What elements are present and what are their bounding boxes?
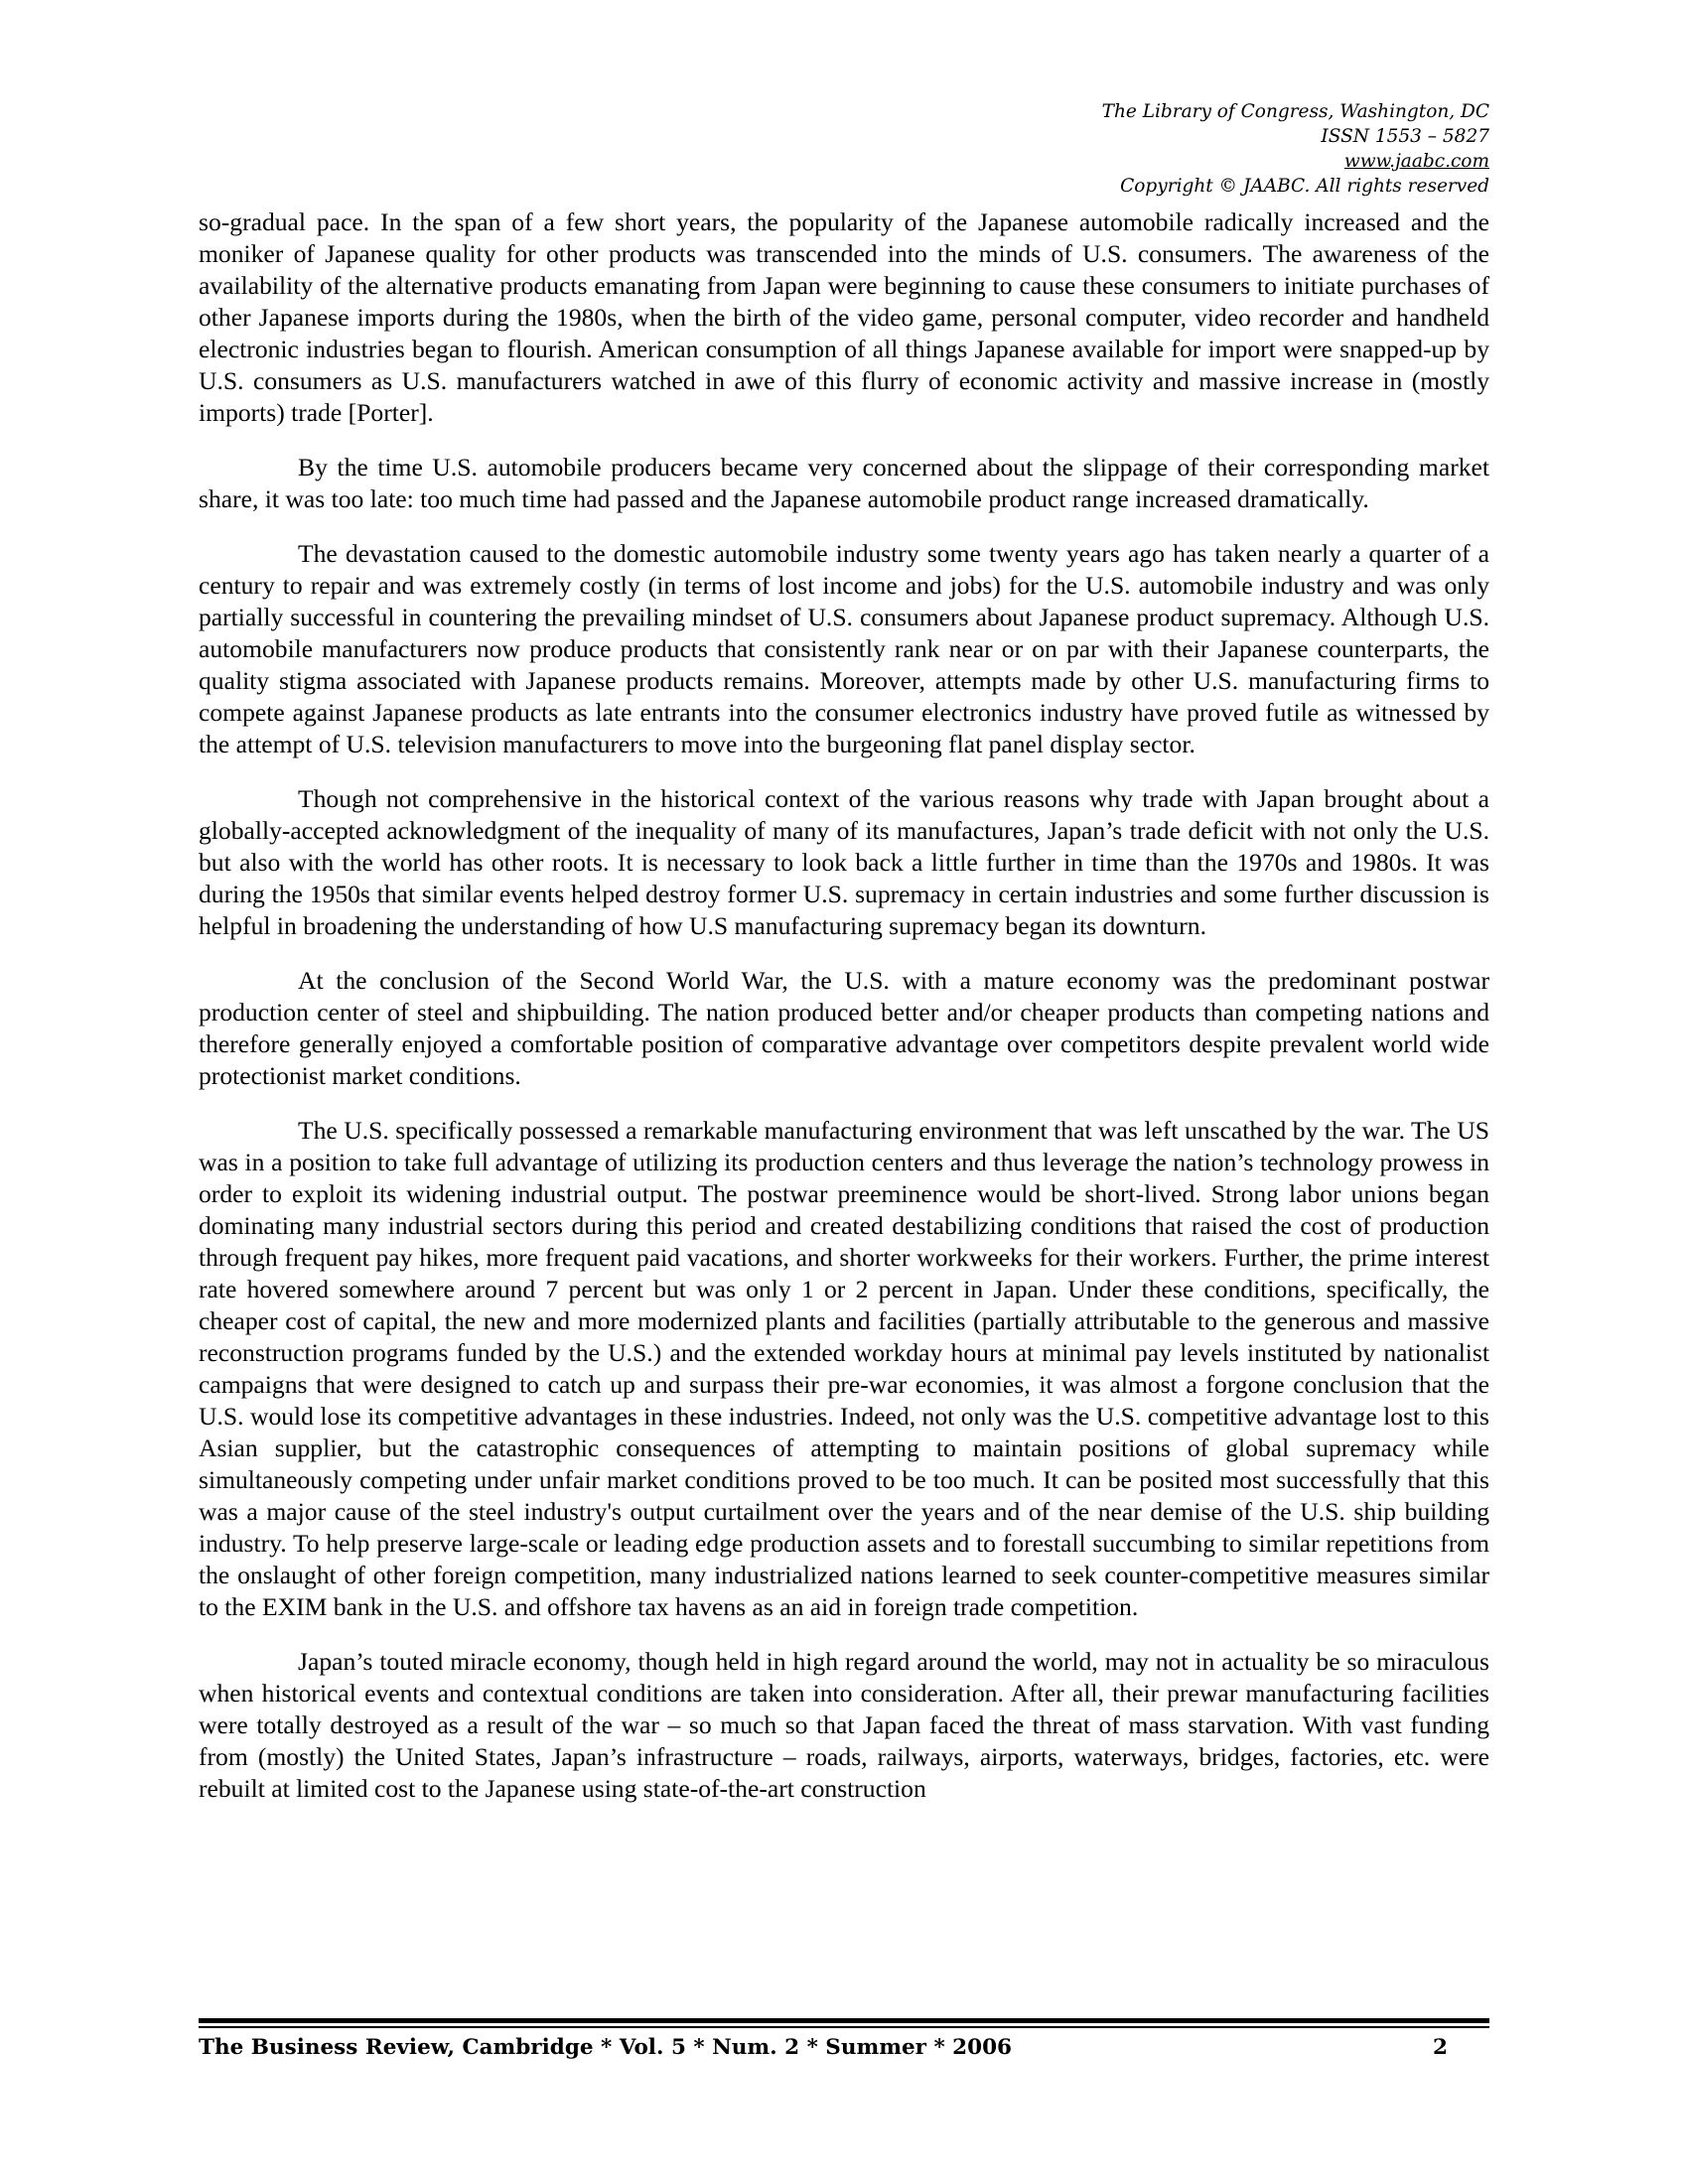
footer-page-number: 2 [1433, 2035, 1448, 2060]
footer-rule-thin [199, 2026, 1489, 2028]
header-library: The Library of Congress, Washington, DC [1101, 101, 1489, 122]
page-footer [199, 2035, 1489, 2065]
article-body [199, 206, 1489, 1828]
page-header [1102, 99, 1489, 199]
paragraph-6: The U.S. specifically possessed a remarkable manufacturing environment that was left unscathed by the war. The US was in a position to take full advantage of utilizing its production centers and thus leverage the nation’s technology prowess in order to exploit its widening industrial output. The postwar preeminence would be short-lived. Strong labor unions began dominating many industrial sectors during this period and created destabilizing conditions that raised the cost of production through frequent pay hikes, more frequent paid vacations, and shorter workweeks for their workers. Further, the prime interest rate hovered somewhere around 7 percent but was only 1 or 2 percent in Japan. Under these conditions, specifically, the cheaper cost of capital, the new and more modernized plants and facilities (partially attributable to the generous and massive reconstruction programs funded by the U.S.) and the extended workday hours at minimal pay levels instituted by nationalist campaigns that were designed to catch up and surpass their pre-war economies, it was almost a forgone conclusion that the U.S. would lose its competitive advantages in these industries. Indeed, not only was the U.S. competitive advantage lost to this Asian supplier, but the catastrophic consequences of attempting to maintain positions of global supremacy while simultaneously competing under unfair market conditions proved to be too much. It can be posited most successfully that this was a major cause of the steel industry's output curtailment over the years and of the near demise of the U.S. ship building industry. To help preserve large-scale or leading edge production assets and to forestall succumbing to similar repetitions from the onslaught of other foreign competition, many industrialized nations learned to seek counter-competitive measures similar to the EXIM bank in the U.S. and offshore tax havens as an aid in foreign trade competition. [199, 1116, 1489, 1621]
header-copyright: Copyright © JAABC. All rights reserved [1120, 176, 1489, 197]
paragraph-3: The devastation caused to the domestic automobile industry some twenty years ago has taken nearly a quarter of a century to repair and was extremely costly (in terms of lost income and jobs) for the U.S. automobile industry and was only partially successful in countering the prevailing mindset of U.S. consumers about Japanese product supremacy. Although U.S. automobile manufacturers now produce products that consistently rank near or on par with their Japanese counterparts, the quality stigma associated with Japanese products remains. Moreover, attempts made by other U.S. manufacturing firms to compete against Japanese products as late entrants into the consumer electronics industry have proved futile as witnessed by the attempt of U.S. television manufacturers to move into the burgeoning flat panel display sector. [199, 539, 1489, 758]
paragraph-7: Japan’s touted miracle economy, though held in high regard around the world, may not in actuality be so miraculous when historical events and contextual conditions are taken into consideration. After all, their prewar manufacturing facilities were totally destroyed as a result of the war – so much so that Japan faced the threat of mass starvation. With vast funding from (mostly) the United States, Japan’s infrastructure – roads, railways, airports, waterways, bridges, factories, etc. were rebuilt at limited cost to the Japanese using state-of-the-art construction [199, 1647, 1489, 1803]
paragraph-1: so-gradual pace. In the span of a few short years, the popularity of the Japanese automobile radically increased and the moniker of Japanese quality for other products was transcended into the minds of U.S. consumers. The awareness of the availability of the alternative products emanating from Japan were beginning to cause these consumers to initiate purchases of other Japanese imports during the 1980s, when the birth of the video game, personal computer, video recorder and handheld electronic industries began to flourish. American consumption of all things Japanese available for import were snapped-up by U.S. consumers as U.S. manufacturers watched in awe of this flurry of economic activity and massive increase in (mostly imports) trade [Porter]. [199, 207, 1489, 427]
header-website-link[interactable]: www.jaabc.com [1343, 151, 1489, 172]
footer-journal-citation: The Business Review, Cambridge * Vol. 5 * Num. 2 * Summer * 2006 [199, 2035, 1013, 2060]
paragraph-2: By the time U.S. automobile producers became very concerned about the slippage of their corresponding market share, it was too late: too much time had passed and the Japanese automobile product range increased dramatically. [199, 453, 1489, 513]
paragraph-5: At the conclusion of the Second World War, the U.S. with a mature economy was the predominant postwar production center of steel and shipbuilding. The nation produced better and/or cheaper products than competing nations and therefore generally enjoyed a comfortable position of comparative advantage over competitors despite prevalent world wide protectionist market conditions. [199, 966, 1489, 1090]
footer-rule-thick [199, 2018, 1489, 2023]
paragraph-4: Though not comprehensive in the historical context of the various reasons why trade with Japan brought about a globally-accepted acknowledgment of the inequality of many of its manufactures, Japan’s trade deficit with not only the U.S. but also with the world has other roots. It is necessary to look back a little further in time than the 1970s and 1980s. It was during the 1950s that similar events helped destroy former U.S. supremacy in certain industries and some further discussion is helpful in broadening the understanding of how U.S manufacturing supremacy began its downturn. [199, 784, 1489, 940]
header-issn: ISSN 1553 – 5827 [1321, 126, 1489, 147]
